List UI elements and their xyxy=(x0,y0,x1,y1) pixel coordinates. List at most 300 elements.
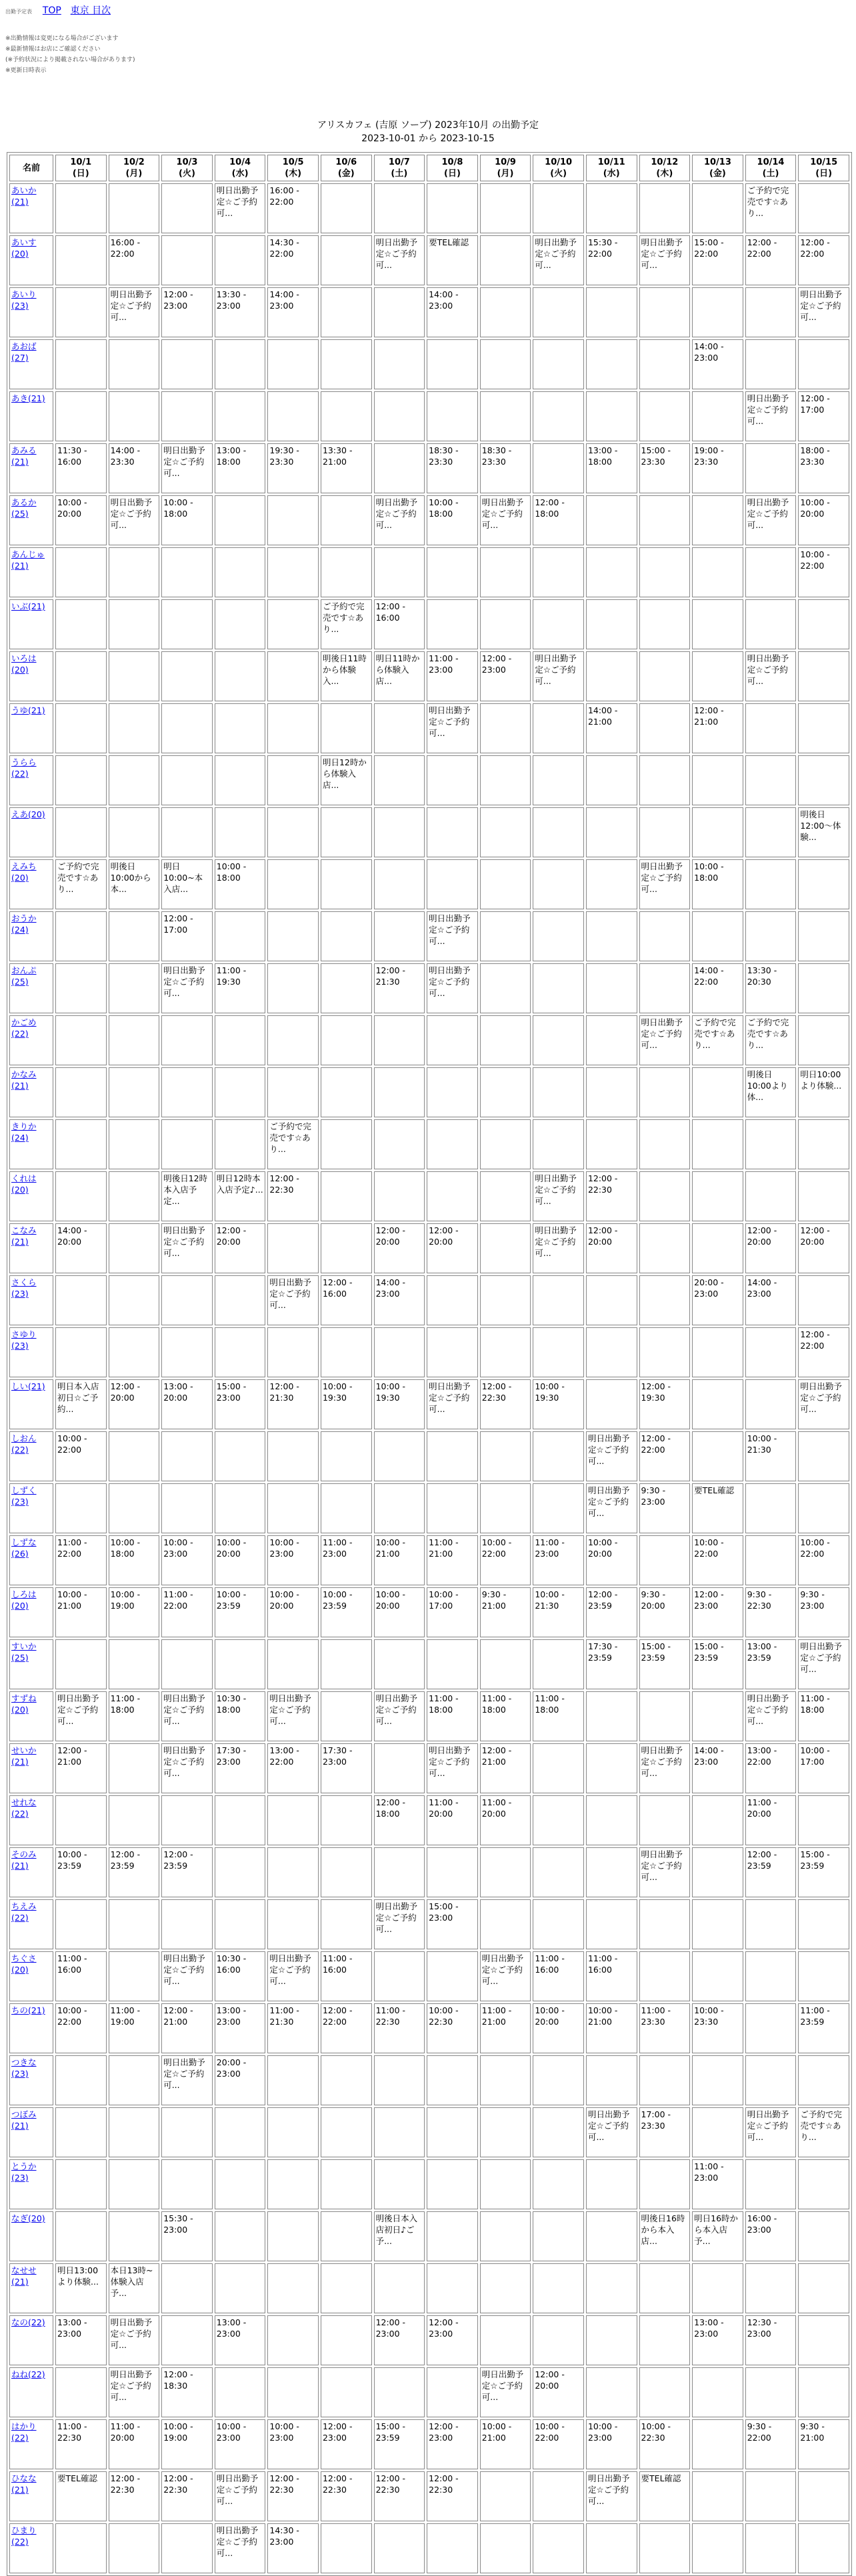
schedule-cell xyxy=(161,1483,213,1533)
schedule-text: 10:00 - 21:00 xyxy=(57,1589,87,1611)
schedule-text: 12:00 - 17:00 xyxy=(800,393,830,415)
schedule-cell xyxy=(215,859,266,909)
schedule-cell xyxy=(109,1119,160,1169)
schedule-text: 10:00 - 20:00 xyxy=(269,1589,299,1611)
schedule-text: 9:30 - 21:00 xyxy=(800,2421,825,2443)
girl-name-link[interactable]: そのみ(21) xyxy=(11,1849,37,1871)
schedule-cell xyxy=(215,755,266,805)
schedule-cell xyxy=(109,1899,160,1949)
schedule-cell xyxy=(215,911,266,961)
schedule-cell xyxy=(798,495,849,545)
schedule-text: 12:00 - 22:30 xyxy=(587,1173,618,1195)
girl-name-link[interactable]: おんぷ(25) xyxy=(11,965,37,987)
table-row xyxy=(9,1483,849,1533)
schedule-cell xyxy=(55,2471,107,2521)
schedule-text: 12:00 - 21:00 xyxy=(481,1745,512,1767)
schedule-cell xyxy=(639,1951,691,2001)
schedule-cell xyxy=(586,1379,637,1429)
schedule-cell xyxy=(533,859,584,909)
schedule-cell xyxy=(267,2315,319,2365)
girl-name-link[interactable]: はかり(22) xyxy=(11,2421,37,2443)
schedule-cell xyxy=(427,391,478,441)
schedule-cell xyxy=(480,1743,531,1793)
girl-name-link[interactable]: あおば(27) xyxy=(11,341,37,363)
schedule-cell xyxy=(109,2419,160,2469)
schedule-cell xyxy=(55,2367,107,2417)
schedule-cell xyxy=(374,651,425,701)
schedule-cell xyxy=(161,2211,213,2261)
name-cell xyxy=(9,2523,53,2573)
schedule-text: 10:00 - 21:30 xyxy=(535,1589,565,1611)
girl-name-link[interactable]: あみる(21) xyxy=(11,445,37,467)
schedule-text: 19:30 - 23:30 xyxy=(269,445,299,467)
schedule-cell xyxy=(374,1067,425,1117)
schedule-cell xyxy=(798,1847,849,1897)
schedule-cell xyxy=(374,287,425,337)
schedule-text: 11:00 - 18:00 xyxy=(110,1693,141,1715)
schedule-text: 明日10:00より体験... xyxy=(800,1069,842,1091)
schedule-cell xyxy=(639,183,691,233)
schedule-cell xyxy=(321,859,372,909)
schedule-cell xyxy=(267,1015,319,1065)
schedule-cell xyxy=(161,2523,213,2573)
girl-name-link[interactable]: さくら(23) xyxy=(11,1277,37,1299)
schedule-text: 10:00 - 18:00 xyxy=(110,1537,141,1559)
schedule-cell xyxy=(427,287,478,337)
table-row xyxy=(9,1899,849,1949)
schedule-cell xyxy=(427,547,478,597)
schedule-text: 12:00 - 19:30 xyxy=(641,1381,671,1403)
header-row xyxy=(9,155,849,181)
schedule-text: 11:00 - 21:30 xyxy=(269,2005,299,2027)
schedule-cell xyxy=(161,2159,213,2209)
schedule-text: 12:00 - 18:30 xyxy=(163,2369,193,2391)
schedule-text: 明日出勤予定☆ご予約可... xyxy=(269,1693,311,1726)
schedule-text: 明日10:00~本入店... xyxy=(163,861,203,894)
schedule-cell xyxy=(480,235,531,285)
schedule-cell xyxy=(798,599,849,649)
schedule-cell xyxy=(533,1483,584,1533)
schedule-cell xyxy=(480,1847,531,1897)
schedule-cell xyxy=(798,2211,849,2261)
girl-name-link[interactable]: とうか(23) xyxy=(11,2161,37,2183)
schedule-cell xyxy=(533,1587,584,1637)
schedule-cell xyxy=(586,1847,637,1897)
schedule-text: 9:30 - 20:00 xyxy=(641,1589,666,1611)
schedule-text: 明日出勤予定☆ご予約可... xyxy=(535,1225,577,1258)
schedule-text: 12:00 - 20:00 xyxy=(375,1225,406,1247)
schedule-cell xyxy=(639,2315,691,2365)
schedule-cell xyxy=(374,1379,425,1429)
schedule-cell xyxy=(55,183,107,233)
schedule-cell xyxy=(55,755,107,805)
schedule-cell xyxy=(639,1327,691,1377)
schedule-cell xyxy=(480,1951,531,2001)
schedule-cell xyxy=(692,1483,743,1533)
schedule-cell xyxy=(533,1379,584,1429)
schedule-text: 明日出勤予定☆ご予約可... xyxy=(57,1693,99,1726)
schedule-cell xyxy=(480,2003,531,2053)
schedule-cell xyxy=(321,1847,372,1897)
girl-name-link[interactable]: こなみ(21) xyxy=(11,1225,37,1247)
schedule-cell xyxy=(480,443,531,493)
name-cell xyxy=(9,1327,53,1377)
schedule-cell xyxy=(215,495,266,545)
girl-name-link[interactable]: しろは(20) xyxy=(11,1589,37,1611)
table-row xyxy=(9,443,849,493)
table-row xyxy=(9,2211,849,2261)
girl-name-link[interactable]: えみち(20) xyxy=(11,861,37,883)
schedule-text: 19:00 - 23:30 xyxy=(694,445,724,467)
schedule-cell xyxy=(427,2003,478,2053)
schedule-cell xyxy=(374,1015,425,1065)
girl-name-link[interactable]: うゆ(21) xyxy=(11,705,45,715)
girl-name-link[interactable]: うらら(22) xyxy=(11,757,37,779)
name-cell xyxy=(9,2107,53,2157)
schedule-cell xyxy=(161,1795,213,1845)
girl-name-link[interactable]: ちえみ(22) xyxy=(11,1901,37,1923)
schedule-cell xyxy=(692,1171,743,1221)
schedule-cell xyxy=(161,599,213,649)
schedule-text: 11:00 - 16:00 xyxy=(587,1953,618,1975)
schedule-cell xyxy=(321,2523,372,2573)
schedule-text: 明日出勤予定☆ご予約可... xyxy=(641,1849,683,1882)
schedule-cell xyxy=(374,2315,425,2365)
date-column-header: 10/3 (火) xyxy=(161,155,213,181)
schedule-cell xyxy=(321,2367,372,2417)
schedule-cell xyxy=(427,183,478,233)
girl-name-link[interactable]: なの(22) xyxy=(11,2317,45,2327)
tokyo-index-link[interactable]: 東京 目次 xyxy=(70,5,111,16)
schedule-cell xyxy=(639,1847,691,1897)
schedule-text: 10:30 - 18:00 xyxy=(216,1693,247,1715)
girl-name-link[interactable]: ねね(22) xyxy=(11,2369,45,2379)
schedule-cell xyxy=(427,1379,478,1429)
schedule-cell xyxy=(109,859,160,909)
schedule-cell xyxy=(427,2419,478,2469)
girl-name-link[interactable]: せいか(21) xyxy=(11,1745,37,1767)
table-row xyxy=(9,2159,849,2209)
girl-name-link[interactable]: あんじゅ(21) xyxy=(11,549,45,571)
schedule-cell xyxy=(533,2263,584,2313)
schedule-text: 10:00 - 21:00 xyxy=(375,1537,406,1559)
girl-name-link[interactable]: なせせ(21) xyxy=(11,2265,37,2287)
table-row xyxy=(9,1223,849,1273)
girl-name-link[interactable]: かなみ(21) xyxy=(11,1069,37,1091)
girl-name-link[interactable]: ちぐさ(20) xyxy=(11,1953,37,1975)
schedule-cell xyxy=(321,1639,372,1689)
schedule-cell xyxy=(161,2107,213,2157)
schedule-cell xyxy=(533,443,584,493)
schedule-text: 12:00 - 22:30 xyxy=(481,1381,512,1403)
schedule-cell xyxy=(109,1795,160,1845)
girl-name-link[interactable]: ちの(21) xyxy=(11,2005,45,2015)
schedule-cell xyxy=(55,1119,107,1169)
girl-name-link[interactable]: あいり(23) xyxy=(11,289,37,311)
schedule-cell xyxy=(586,755,637,805)
schedule-text: 明日出勤予定☆ご予約可... xyxy=(110,289,153,322)
schedule-cell xyxy=(533,2471,584,2521)
schedule-text: 14:00 - 23:00 xyxy=(429,289,459,311)
schedule-cell xyxy=(109,1327,160,1377)
schedule-cell xyxy=(267,2367,319,2417)
schedule-cell xyxy=(109,2055,160,2105)
girl-name-link[interactable]: かごめ(22) xyxy=(11,1017,37,1039)
schedule-cell xyxy=(480,2159,531,2209)
schedule-cell xyxy=(586,1015,637,1065)
girl-name-link[interactable]: きりか(24) xyxy=(11,1121,37,1143)
schedule-cell xyxy=(533,963,584,1013)
schedule-text: 12:00 - 23:00 xyxy=(694,1589,724,1611)
girl-name-link[interactable]: しずく(23) xyxy=(11,1485,37,1507)
schedule-text: 15:00 - 23:59 xyxy=(641,1641,671,1663)
schedule-cell xyxy=(480,1587,531,1637)
girl-name-link[interactable]: ひまり(22) xyxy=(11,2525,37,2547)
girl-name-link[interactable]: しい(21) xyxy=(11,1381,45,1391)
schedule-text: 明日出勤予定☆ご予約可... xyxy=(429,1745,471,1778)
schedule-text: 12:00 - 23:00 xyxy=(429,2421,459,2443)
schedule-cell xyxy=(321,1223,372,1273)
schedule-cell xyxy=(267,1691,319,1741)
schedule-cell xyxy=(639,755,691,805)
schedule-cell xyxy=(480,651,531,701)
name-cell xyxy=(9,1587,53,1637)
table-row xyxy=(9,2419,849,2469)
schedule-cell xyxy=(161,2055,213,2105)
schedule-cell xyxy=(745,1483,797,1533)
girl-name-link[interactable]: つきな(23) xyxy=(11,2057,37,2079)
schedule-cell xyxy=(533,1691,584,1741)
girl-name-link[interactable]: あき(21) xyxy=(11,393,45,403)
schedule-cell xyxy=(480,183,531,233)
schedule-cell xyxy=(321,1899,372,1949)
date-column-header: 10/8 (日) xyxy=(427,155,478,181)
schedule-text: 11:00 - 18:00 xyxy=(429,1693,459,1715)
schedule-text: 13:00 - 18:00 xyxy=(587,445,618,467)
schedule-cell xyxy=(586,1327,637,1377)
schedule-cell xyxy=(321,2419,372,2469)
schedule-cell xyxy=(745,2367,797,2417)
schedule-cell xyxy=(109,1015,160,1065)
date-column-header: 10/6 (金) xyxy=(321,155,372,181)
schedule-cell xyxy=(215,183,266,233)
table-row xyxy=(9,2523,849,2573)
schedule-cell xyxy=(267,1639,319,1689)
schedule-cell xyxy=(745,2211,797,2261)
girl-name-link[interactable]: くれは(20) xyxy=(11,1173,37,1195)
schedule-cell xyxy=(745,1431,797,1481)
girl-name-link[interactable]: すずね(20) xyxy=(11,1693,37,1715)
schedule-text: 明日出勤予定☆ご予約可... xyxy=(163,1745,205,1778)
girl-name-link[interactable]: しおん(22) xyxy=(11,1433,37,1455)
schedule-cell xyxy=(480,2419,531,2469)
schedule-cell xyxy=(267,235,319,285)
schedule-cell xyxy=(321,651,372,701)
schedule-cell xyxy=(161,183,213,233)
schedule-cell xyxy=(480,2315,531,2365)
girl-name-link[interactable]: つぼみ(21) xyxy=(11,2109,37,2131)
schedule-cell xyxy=(798,963,849,1013)
schedule-cell xyxy=(55,1587,107,1637)
schedule-cell xyxy=(798,183,849,233)
schedule-text: 11:00 - 22:00 xyxy=(163,1589,193,1611)
table-row xyxy=(9,1275,849,1325)
schedule-text: 10:00 - 21:00 xyxy=(587,2005,618,2027)
schedule-cell xyxy=(374,1587,425,1637)
schedule-cell xyxy=(639,911,691,961)
schedule-text: 10:00 - 23:59 xyxy=(216,1589,247,1611)
schedule-cell xyxy=(109,2471,160,2521)
schedule-cell xyxy=(639,235,691,285)
note-line: ※最新情報はお店にご確認ください xyxy=(5,46,101,53)
girl-name-link[interactable]: いぶ(21) xyxy=(11,601,45,611)
schedule-cell xyxy=(480,391,531,441)
schedule-cell xyxy=(267,2471,319,2521)
schedule-cell xyxy=(109,807,160,857)
schedule-cell xyxy=(215,1275,266,1325)
girl-name-link[interactable]: えあ(20) xyxy=(11,809,45,819)
girl-name-link[interactable]: いろは(20) xyxy=(11,653,37,675)
schedule-cell xyxy=(427,1535,478,1585)
girl-name-link[interactable]: しずな(26) xyxy=(11,1537,37,1559)
schedule-cell xyxy=(639,1379,691,1429)
schedule-cell xyxy=(374,2159,425,2209)
schedule-text: 12:00 - 23:59 xyxy=(163,1849,193,1871)
schedule-cell xyxy=(639,287,691,337)
schedule-cell xyxy=(586,911,637,961)
schedule-cell xyxy=(745,1171,797,1221)
schedule-cell xyxy=(533,703,584,753)
schedule-text: 明日出勤予定☆ご予約可... xyxy=(375,237,418,270)
schedule-cell xyxy=(586,2055,637,2105)
schedule-text: 12:00 - 22:00 xyxy=(747,237,777,259)
table-row xyxy=(9,1587,849,1637)
girl-name-link[interactable]: せれな(22) xyxy=(11,1797,37,1819)
girl-name-link[interactable]: さゆり(23) xyxy=(11,1329,37,1351)
schedule-cell xyxy=(586,859,637,909)
girl-name-link[interactable]: あいす(20) xyxy=(11,237,37,259)
schedule-cell xyxy=(321,339,372,389)
schedule-cell xyxy=(215,963,266,1013)
schedule-text: 10:00 - 22:00 xyxy=(535,2421,565,2443)
schedule-text: 明日出勤予定☆ご予約可... xyxy=(800,1381,842,1414)
girl-name-link[interactable]: あるか(25) xyxy=(11,497,37,519)
schedule-cell xyxy=(639,1639,691,1689)
schedule-text: 明後日12:00〜体験... xyxy=(800,809,841,842)
schedule-cell xyxy=(586,2471,637,2521)
schedule-cell xyxy=(321,1171,372,1221)
schedule-text: 明後日12時本入店予定... xyxy=(163,1173,208,1206)
schedule-cell xyxy=(533,1951,584,2001)
schedule-cell xyxy=(798,547,849,597)
girl-name-link[interactable]: ひなな(21) xyxy=(11,2473,37,2495)
schedule-cell xyxy=(533,1795,584,1845)
schedule-cell xyxy=(55,2419,107,2469)
date-column-header: 10/11 (水) xyxy=(586,155,637,181)
girl-name-link[interactable]: あいか(21) xyxy=(11,185,37,207)
schedule-cell xyxy=(639,1483,691,1533)
name-cell xyxy=(9,2315,53,2365)
schedule-text: 明日出勤予定☆ご予約可... xyxy=(163,1953,205,1986)
table-row xyxy=(9,339,849,389)
schedule-cell xyxy=(427,2055,478,2105)
schedule-text: 明日出勤予定☆ご予約可... xyxy=(163,1693,205,1726)
schedule-cell xyxy=(745,2471,797,2521)
schedule-text: 11:00 - 16:00 xyxy=(57,1953,87,1975)
schedule-cell xyxy=(480,1379,531,1429)
schedule-cell xyxy=(321,2211,372,2261)
schedule-cell xyxy=(321,547,372,597)
schedule-text: 明日出勤予定☆ご予約可... xyxy=(429,965,471,998)
schedule-text: 10:00 - 20:00 xyxy=(535,2005,565,2027)
schedule-text: 明日13:00より体験... xyxy=(57,2265,99,2287)
schedule-text: 10:00 - 19:30 xyxy=(322,1381,353,1403)
table-row xyxy=(9,911,849,961)
schedule-cell xyxy=(639,2003,691,2053)
schedule-cell xyxy=(639,859,691,909)
schedule-text: 11:30 - 16:00 xyxy=(57,445,87,467)
schedule-text: 10:00 - 22:00 xyxy=(57,1433,87,1455)
schedule-cell xyxy=(480,1431,531,1481)
girl-name-link[interactable]: なぎ(20) xyxy=(11,2213,45,2223)
schedule-cell xyxy=(374,2263,425,2313)
schedule-text: 12:00 - 20:00 xyxy=(800,1225,830,1247)
schedule-text: 明日出勤予定☆ご予約可... xyxy=(587,2473,630,2506)
schedule-text: 10:00 - 22:00 xyxy=(694,1537,724,1559)
schedule-cell xyxy=(267,2523,319,2573)
schedule-cell xyxy=(427,651,478,701)
schedule-cell xyxy=(267,443,319,493)
schedule-cell xyxy=(586,2211,637,2261)
schedule-cell xyxy=(586,2159,637,2209)
schedule-text: 11:00 - 23:30 xyxy=(641,2005,671,2027)
schedule-cell xyxy=(586,2107,637,2157)
schedule-cell xyxy=(161,1431,213,1481)
schedule-cell xyxy=(427,1119,478,1169)
schedule-cell xyxy=(321,287,372,337)
schedule-cell xyxy=(798,2471,849,2521)
schedule-text: 11:00 - 22:00 xyxy=(57,1537,87,1559)
date-column-header: 10/4 (水) xyxy=(215,155,266,181)
schedule-cell xyxy=(55,1275,107,1325)
schedule-text: 11:00 - 18:00 xyxy=(535,1693,565,1715)
schedule-cell xyxy=(533,2055,584,2105)
schedule-text: 12:00 - 20:00 xyxy=(429,1225,459,1247)
girl-name-link[interactable]: すいか(25) xyxy=(11,1641,37,1663)
schedule-cell xyxy=(692,859,743,909)
girl-name-link[interactable]: おうか(24) xyxy=(11,913,37,935)
schedule-text: 明日出勤予定☆ご予約可... xyxy=(216,185,259,218)
top-link[interactable]: TOP xyxy=(42,5,61,16)
schedule-cell xyxy=(55,1899,107,1949)
schedule-cell xyxy=(480,1327,531,1377)
schedule-cell xyxy=(480,1067,531,1117)
schedule-cell xyxy=(267,391,319,441)
schedule-cell xyxy=(692,183,743,233)
table-row xyxy=(9,703,849,753)
date-column-header: 10/9 (月) xyxy=(480,155,531,181)
schedule-cell xyxy=(109,1171,160,1221)
schedule-cell xyxy=(692,1587,743,1637)
schedule-cell xyxy=(321,2263,372,2313)
schedule-cell xyxy=(109,495,160,545)
schedule-text: 11:00 - 23:00 xyxy=(535,1537,565,1559)
schedule-text: 明日出勤予定☆ご予約可... xyxy=(641,861,683,894)
schedule-cell xyxy=(267,2055,319,2105)
schedule-cell xyxy=(798,1795,849,1845)
schedule-text: 12:00 - 16:00 xyxy=(322,1277,353,1299)
schedule-text: 明日11時から体験入店... xyxy=(375,653,420,686)
